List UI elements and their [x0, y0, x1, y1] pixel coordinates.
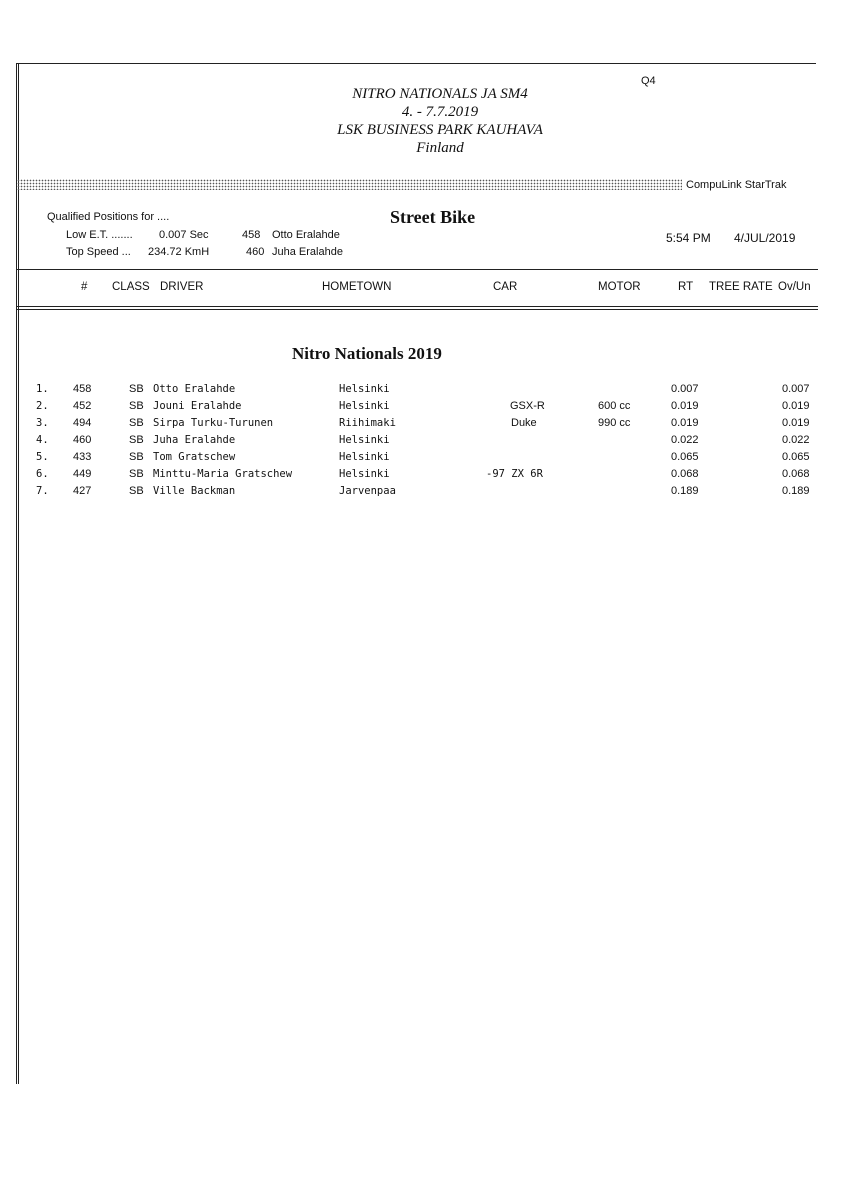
hometown: Helsinki [339, 468, 390, 480]
car-number: 427 [73, 485, 92, 497]
class-code: SB [129, 434, 144, 446]
motor: 990 cc [598, 417, 631, 429]
driver-name: Jouni Eralahde [153, 400, 242, 412]
class-code: SB [129, 383, 144, 395]
hometown: Helsinki [339, 400, 390, 412]
low-et-label: Low E.T. ....... [66, 229, 133, 241]
hatch-band [17, 179, 682, 190]
car: -97 ZX 6R [486, 468, 543, 480]
table-row [0, 485, 848, 502]
column-rule-upper [17, 306, 818, 307]
reaction-time: 0.019 [671, 400, 699, 412]
position: 4. [36, 434, 49, 446]
event-title: NITRO NATIONALS JA SM4 [352, 86, 528, 102]
car-number: 433 [73, 451, 92, 463]
col-driver: DRIVER [160, 281, 204, 293]
over-under: 0.022 [782, 434, 810, 446]
top-rule [16, 63, 816, 64]
hometown: Riihimaki [339, 417, 396, 429]
low-et-num: 458 [242, 229, 261, 241]
car-number: 452 [73, 400, 92, 412]
section-title: Nitro Nationals 2019 [292, 344, 442, 363]
table-row [0, 383, 848, 400]
car-number: 449 [73, 468, 92, 480]
table-row [0, 434, 848, 451]
driver-name: Juha Eralahde [153, 434, 236, 446]
class-code: SB [129, 400, 144, 412]
hometown: Helsinki [339, 383, 390, 395]
col-hometown: HOMETOWN [322, 281, 392, 293]
header-rule [17, 269, 818, 270]
hometown: Helsinki [339, 434, 390, 446]
left-border [16, 64, 19, 1084]
over-under: 0.019 [782, 400, 810, 412]
over-under: 0.189 [782, 485, 810, 497]
position: 3. [36, 417, 49, 429]
car: GSX-R [510, 400, 545, 412]
event-venue: LSK BUSINESS PARK KAUHAVA [337, 122, 543, 138]
col-car: CAR [493, 281, 518, 293]
reaction-time: 0.007 [671, 383, 699, 395]
col-num: # [81, 281, 88, 293]
event-country: Finland [416, 140, 464, 156]
qualified-label: Qualified Positions for .... [47, 211, 170, 223]
position: 7. [36, 485, 49, 497]
system-label: CompuLink StarTrak [686, 179, 787, 191]
over-under: 0.007 [782, 383, 810, 395]
page-code: Q4 [641, 75, 656, 87]
report-time: 5:54 PM [666, 231, 711, 245]
driver-name: Ville Backman [153, 485, 236, 497]
top-speed-driver: Juha Eralahde [272, 246, 343, 258]
table-row [0, 417, 848, 434]
car-number: 458 [73, 383, 92, 395]
class-code: SB [129, 485, 144, 497]
driver-name: Minttu-Maria Gratschew [153, 468, 293, 480]
col-class: CLASS [112, 281, 150, 293]
class-code: SB [129, 417, 144, 429]
driver-name: Otto Eralahde [153, 383, 236, 395]
reaction-time: 0.068 [671, 468, 699, 480]
position: 6. [36, 468, 49, 480]
col-motor: MOTOR [598, 281, 641, 293]
position: 5. [36, 451, 49, 463]
report-date: 4/JUL/2019 [734, 231, 796, 245]
position: 1. [36, 383, 49, 395]
low-et-value: 0.007 Sec [159, 229, 209, 241]
table-row [0, 468, 848, 485]
car-number: 494 [73, 417, 92, 429]
top-speed-num: 460 [246, 246, 265, 258]
low-et-driver: Otto Eralahde [272, 229, 340, 241]
car-number: 460 [73, 434, 92, 446]
motor: 600 cc [598, 400, 631, 412]
reaction-time: 0.189 [671, 485, 699, 497]
col-ovun: Ov/Un [778, 281, 811, 293]
reaction-time: 0.019 [671, 417, 699, 429]
top-speed-label: Top Speed ... [66, 246, 131, 258]
class-title: Street Bike [390, 207, 476, 227]
driver-name: Tom Gratschew [153, 451, 236, 463]
class-code: SB [129, 468, 144, 480]
reaction-time: 0.022 [671, 434, 699, 446]
hometown: Helsinki [339, 451, 390, 463]
over-under: 0.065 [782, 451, 810, 463]
table-row [0, 400, 848, 417]
over-under: 0.019 [782, 417, 810, 429]
col-tree-rate: TREE RATE [709, 281, 773, 293]
col-rt: RT [678, 281, 694, 293]
reaction-time: 0.065 [671, 451, 699, 463]
position: 2. [36, 400, 49, 412]
over-under: 0.068 [782, 468, 810, 480]
car: Duke [511, 417, 537, 429]
top-speed-value: 234.72 KmH [148, 246, 210, 258]
table-row [0, 451, 848, 468]
driver-name: Sirpa Turku-Turunen [153, 417, 274, 429]
hometown: Jarvenpaa [339, 485, 396, 497]
event-dates: 4. - 7.7.2019 [401, 104, 479, 120]
column-rule-lower [17, 309, 818, 310]
class-code: SB [129, 451, 144, 463]
